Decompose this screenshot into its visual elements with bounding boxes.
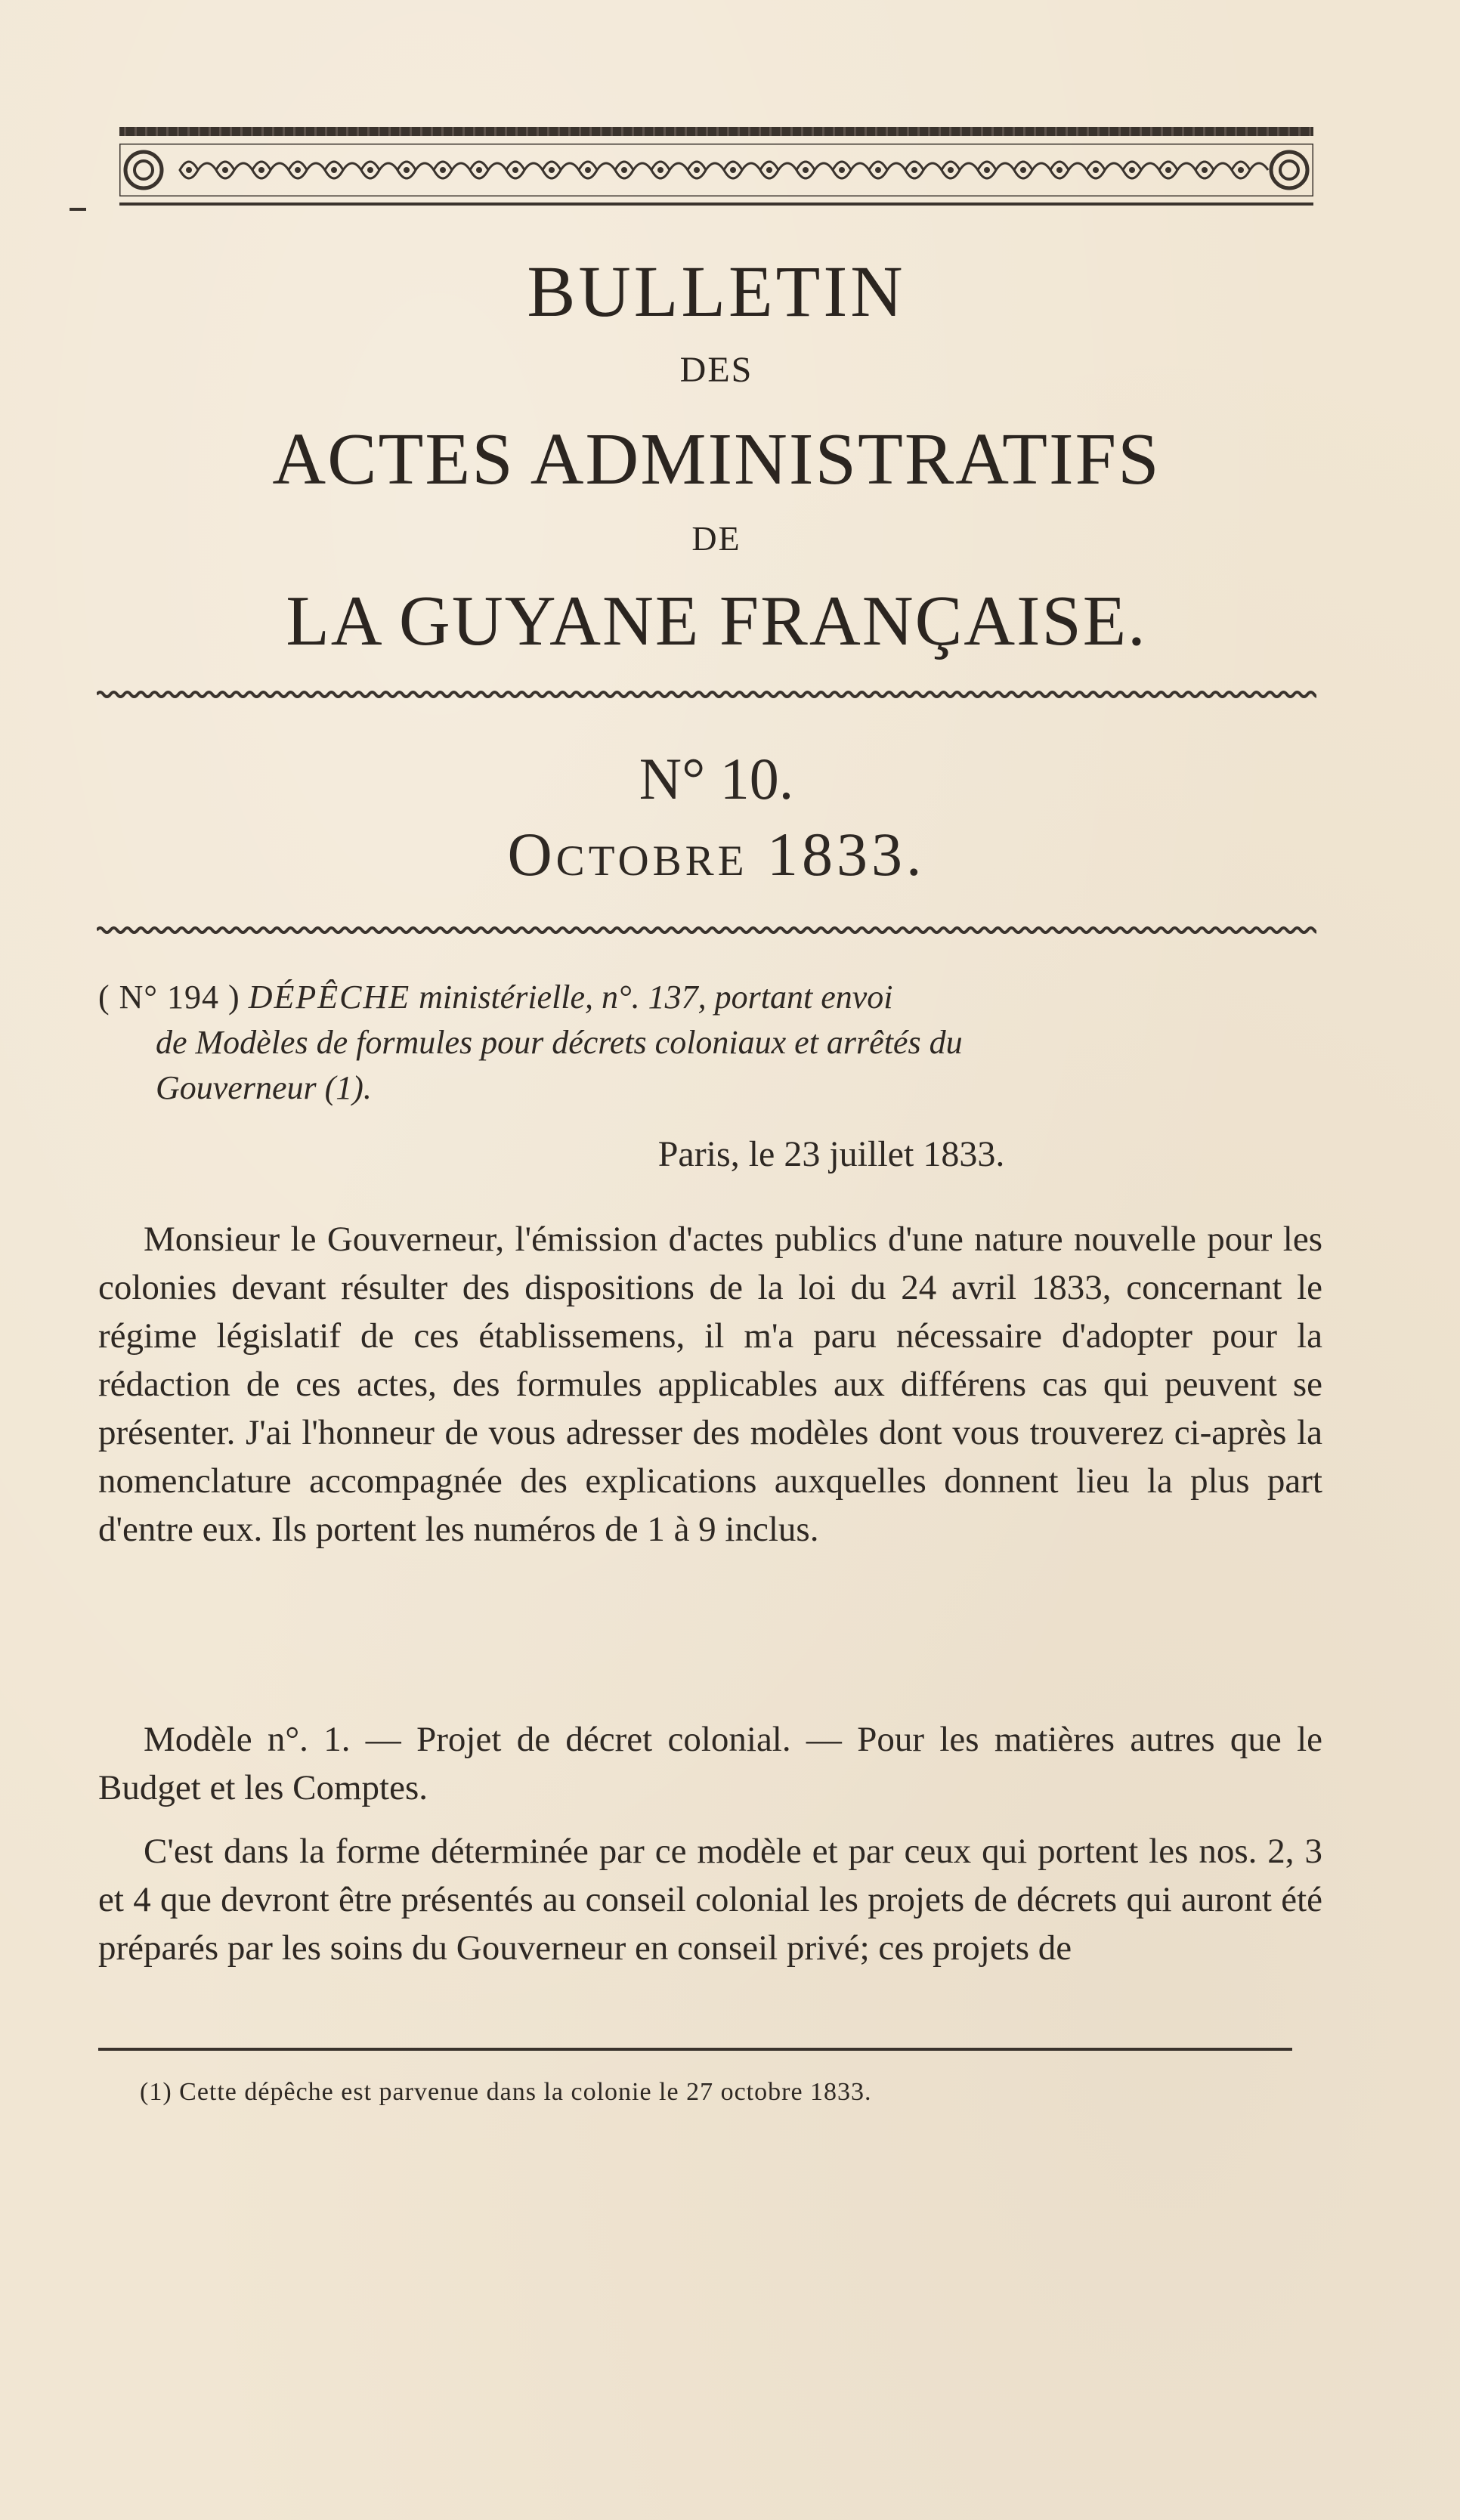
dispatch-title-rest: ministérielle, n°. 137, portant envoi <box>419 979 893 1016</box>
ornament-top-rule <box>119 127 1313 136</box>
dispatch-heading <box>98 975 1322 1111</box>
paragraph-3: C'est dans la forme déterminée par ce modèle et par ceux qui portent les nos. 2, 3 et 4 que devront être présentés au conseil colonial les projets de décrets qui auront été préparés par les soins du Gouverneur en conseil privé; ces projets de <box>98 1832 1322 1968</box>
footnote: (1) Cette dépêche est parvenue dans la colonie le 27 octobre 1833. <box>140 2078 872 2106</box>
title-des: DES <box>679 350 753 390</box>
dispatch-title-line2: de Modèles de formules pour décrets coloniaux et arrêtés du <box>156 1024 963 1061</box>
footnote-rule <box>98 2048 1292 2051</box>
margin-mark <box>70 208 86 211</box>
ornamental-header <box>119 127 1313 218</box>
issue-number: N° 10. <box>639 746 794 812</box>
title-actes-administratifs: ACTES ADMINISTRATIFS <box>272 419 1161 500</box>
title-bulletin: BULLETIN <box>527 251 906 332</box>
ornament-band <box>119 144 1313 196</box>
paragraph-1: Monsieur le Gouverneur, l'émission d'actes publics d'une nature nouvelle pour les colonies devant résulter des dispositions de la loi du 24 avril 1833, concernant le régime législatif de ces établissemens, il m'a paru nécessaire d'adopter pour la rédaction de ces actes, des formules applicables aux différens cas qui peuvent se présenter. J'ai l'honneur de vous adresser des modèles dont vous trouverez ci-après la nomenclature accompagnée des explications auxquelles donnent lieu la plus part d'entre eux. Ils portent les numéros de 1 à 9 inclus. <box>98 1220 1322 1549</box>
dispatch-title-line3: Gouverneur (1). <box>156 1069 372 1106</box>
ornament-bottom-rule <box>119 203 1313 206</box>
dispatch-number: ( N° 194 ) <box>98 979 240 1016</box>
wavy-divider-top <box>97 689 1316 700</box>
dispatch-date: Paris, le 23 juillet 1833. <box>657 1134 1005 1174</box>
dispatch-title-caps: DÉPÊCHE <box>248 979 411 1016</box>
wavy-divider-bottom <box>97 925 1316 935</box>
title-guyane-francaise: LA GUYANE FRANÇAISE. <box>286 582 1147 660</box>
paragraph-2: Modèle n°. 1. — Projet de décret colonial. — Pour les matières autres que le Budget et les Comptes. <box>98 1720 1322 1807</box>
title-de: DE <box>691 519 741 558</box>
issue-date: Octobre 1833. <box>507 820 926 889</box>
